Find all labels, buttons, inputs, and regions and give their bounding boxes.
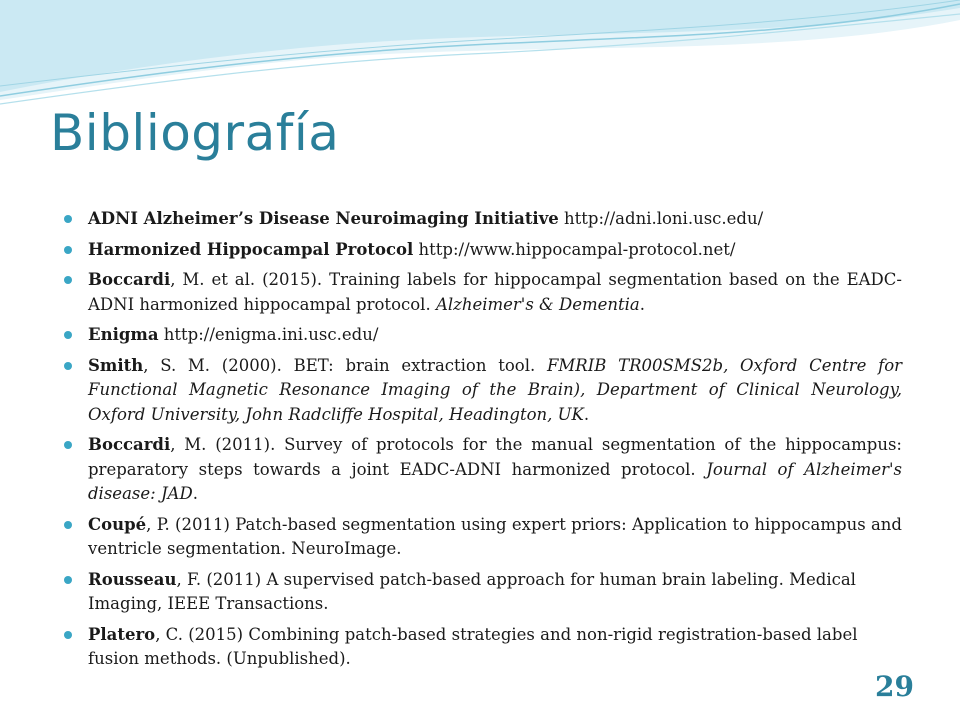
reference-item xyxy=(60,433,902,507)
reference-text: , C. (2015) Combining patch-based strategies and non-rigid registration-based label fusion methods. (Unpublished). xyxy=(88,624,858,668)
reference-journal: Journal of Alzheimer's disease: JAD xyxy=(88,459,902,503)
reference-text: , M. (2011). Survey of protocols for the manual segmentation of the hippocampus: preparatory steps towards a joint EADC-ADNI harmonized protocol. xyxy=(88,435,902,479)
bullet-icon xyxy=(64,631,72,639)
reference-tail: . xyxy=(639,294,646,314)
reference-author: Coupé xyxy=(88,514,147,534)
reference-text: http://enigma.ini.usc.edu/ xyxy=(158,325,379,344)
bullet-icon xyxy=(64,215,72,223)
reference-item xyxy=(60,354,902,428)
page-number: 29 xyxy=(875,670,914,703)
bullet-icon xyxy=(64,521,72,529)
reference-text: , P. (2011) Patch-based segmentation using expert priors: Application to hippocampus and ventricle segmentation. NeuroImage. xyxy=(88,514,902,558)
reference-text: , F. (2011) A supervised patch-based approach for human brain labeling. Medical Imaging, IEEE Transactions. xyxy=(88,569,856,613)
reference-item xyxy=(60,238,902,263)
reference-author: Harmonized Hippocampal Protocol xyxy=(88,239,414,259)
reference-item xyxy=(60,568,902,617)
reference-tail: . xyxy=(583,404,590,424)
reference-text: http://www.hippocampal-protocol.net/ xyxy=(413,239,736,259)
reference-text: , S. M. (2000). BET: brain extraction tool. xyxy=(143,355,547,375)
slide-title: Bibliografía xyxy=(50,104,340,162)
reference-item xyxy=(60,623,902,672)
reference-author: Boccardi xyxy=(88,270,171,289)
reference-author: Boccardi xyxy=(88,435,171,454)
reference-item xyxy=(60,323,902,348)
reference-list xyxy=(60,207,902,678)
bullet-icon xyxy=(64,441,72,449)
reference-author: Enigma xyxy=(88,325,159,344)
reference-item xyxy=(60,513,902,562)
reference-text: , M. et al. (2015). Training labels for hippocampal segmentation based on the EADC-ADNI harmonized hippocampal protocol. xyxy=(88,270,902,314)
reference-author: Smith xyxy=(88,355,144,375)
reference-item xyxy=(60,207,902,232)
reference-journal: FMRIB TR00SMS2b, Oxford Centre for Functional Magnetic Resonance Imaging of the Brain), Department of Clinical Neurology, Oxford University, John Radcliffe Hospital, Headington, UK xyxy=(88,355,903,424)
reference-author: Rousseau xyxy=(88,569,177,589)
header-wave-decoration xyxy=(0,0,960,110)
bullet-icon xyxy=(64,331,72,339)
reference-text: http://adni.loni.usc.edu/ xyxy=(558,209,764,228)
reference-author: ADNI Alzheimer’s Disease Neuroimaging Initiative xyxy=(88,209,559,228)
bullet-icon xyxy=(64,276,72,284)
reference-tail: . xyxy=(192,484,198,503)
reference-author: Platero xyxy=(88,624,156,644)
bullet-icon xyxy=(64,362,72,370)
reference-journal: Alzheimer's & Dementia xyxy=(435,294,640,314)
bullet-icon xyxy=(64,576,72,584)
reference-item xyxy=(60,268,902,317)
bullet-icon xyxy=(64,246,72,254)
